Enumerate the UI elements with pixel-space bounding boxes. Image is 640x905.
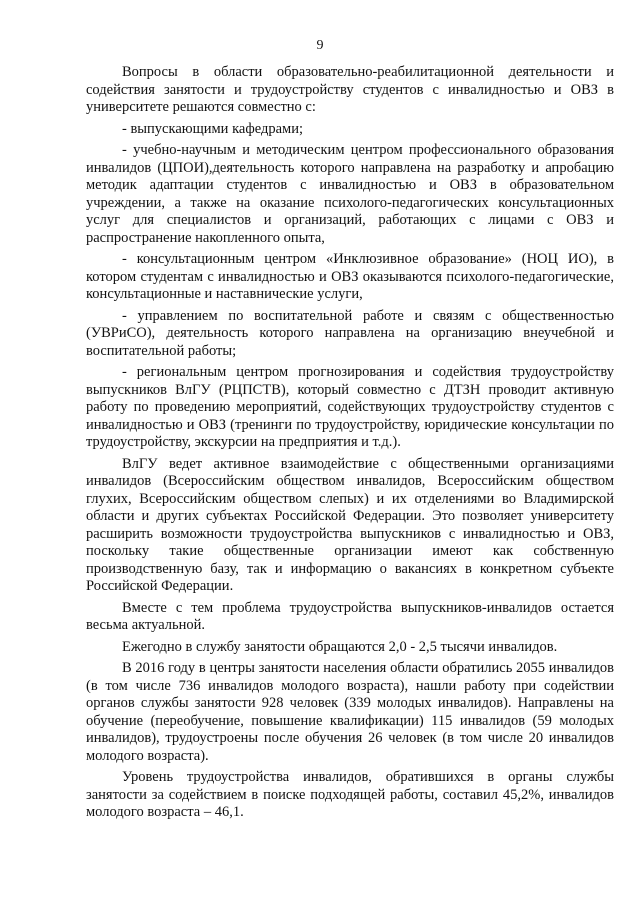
list-item-departments: - выпускающими кафедрами; xyxy=(122,120,303,137)
paragraph-annual-requests: Ежегодно в службу занятости обращаются 2,0 - 2,5 тысячи инвалидов. xyxy=(122,638,558,655)
list-item-uvriso: - управлением по воспитательной работе и связям с общественностью (УВРиСО), деятельность которого направлена на организацию внеучебной и воспитательной работы; xyxy=(86,307,614,359)
paragraph-cooperation: ВлГУ ведет активное взаимодействие с общественными организациями инвалидов (Всероссийским обществом инвалидов, Всероссийским обществом глухих, Всероссийским обществом слепых) и их отделениями во Владимирской области и других субъектах Российской Федерации. Это позволяет университету расширить возможности трудоустройства выпускников с инвалидностью и ОВЗ, поскольку такие общественные организации имеют как собственную производственную базу, так и информацию о вакансиях в конкретном субъекте Российской Федерации. xyxy=(86,455,614,594)
paragraph-2016-statistics: В 2016 году в центры занятости населения области обратились 2055 инвалидов (в том числе 736 инвалидов молодого возраста), нашли работу при содействии органов службы занятости 928 человек (339 молодых инвалидов). Направлены на обучение (переобучение, повышение квалификации) 115 инвалидов (59 молодых инвалидов), трудоустроены после обучения 26 человек (в том числе 20 инвалидов молодого возраста). xyxy=(86,660,614,764)
list-item-cpoi: - учебно-научным и методическим центром профессионального образования инвалидов (ЦПОИ),деятельность которого направлена на разработку и апробацию методик адаптации студентов с инвалидностью и ОВЗ в образовательном учреждении, а также на оказание психолого-педагогических консультационных услуг для специалистов и организаций, работающих с лицами с ОВЗ и распространение накопленного опыта, xyxy=(86,142,614,246)
list-item-noc-io: - консультационным центром «Инклюзивное образование» (НОЦ ИО), в котором студентам с инвалидностью и ОВЗ оказываются психолого-педагогические, консультационные и наставнические услуги, xyxy=(86,251,614,302)
page-number: 9 xyxy=(316,38,324,53)
paragraph-intro: Вопросы в области образовательно-реабилитационной деятельности и содействия занятости и трудоустройству студентов с инвалидностью и ОВЗ в университете решаются совместно с: xyxy=(86,64,614,115)
paragraph-problem: Вместе с тем проблема трудоустройства выпускников-инвалидов остается весьма актуальной. xyxy=(86,599,614,633)
document-body xyxy=(86,64,614,826)
paragraph-employment-level: Уровень трудоустройства инвалидов, обратившихся в органы службы занятости за содействием в поиске подходящей работы, составил 45,2%, инвалидов молодого возраста – 46,1. xyxy=(86,769,614,820)
list-item-rcpstv: - региональным центром прогнозирования и содействия трудоустройству выпускников ВлГУ (РЦПСТВ), который совместно с ДТЗН проводит активную работу по проведению мероприятий, содействующих трудоустройству студентов с инвалидностью и ОВЗ (тренинги по трудоустройству, юридические консультации по трудоустройству, экскурсии на предприятия и т.д.). xyxy=(86,364,614,450)
